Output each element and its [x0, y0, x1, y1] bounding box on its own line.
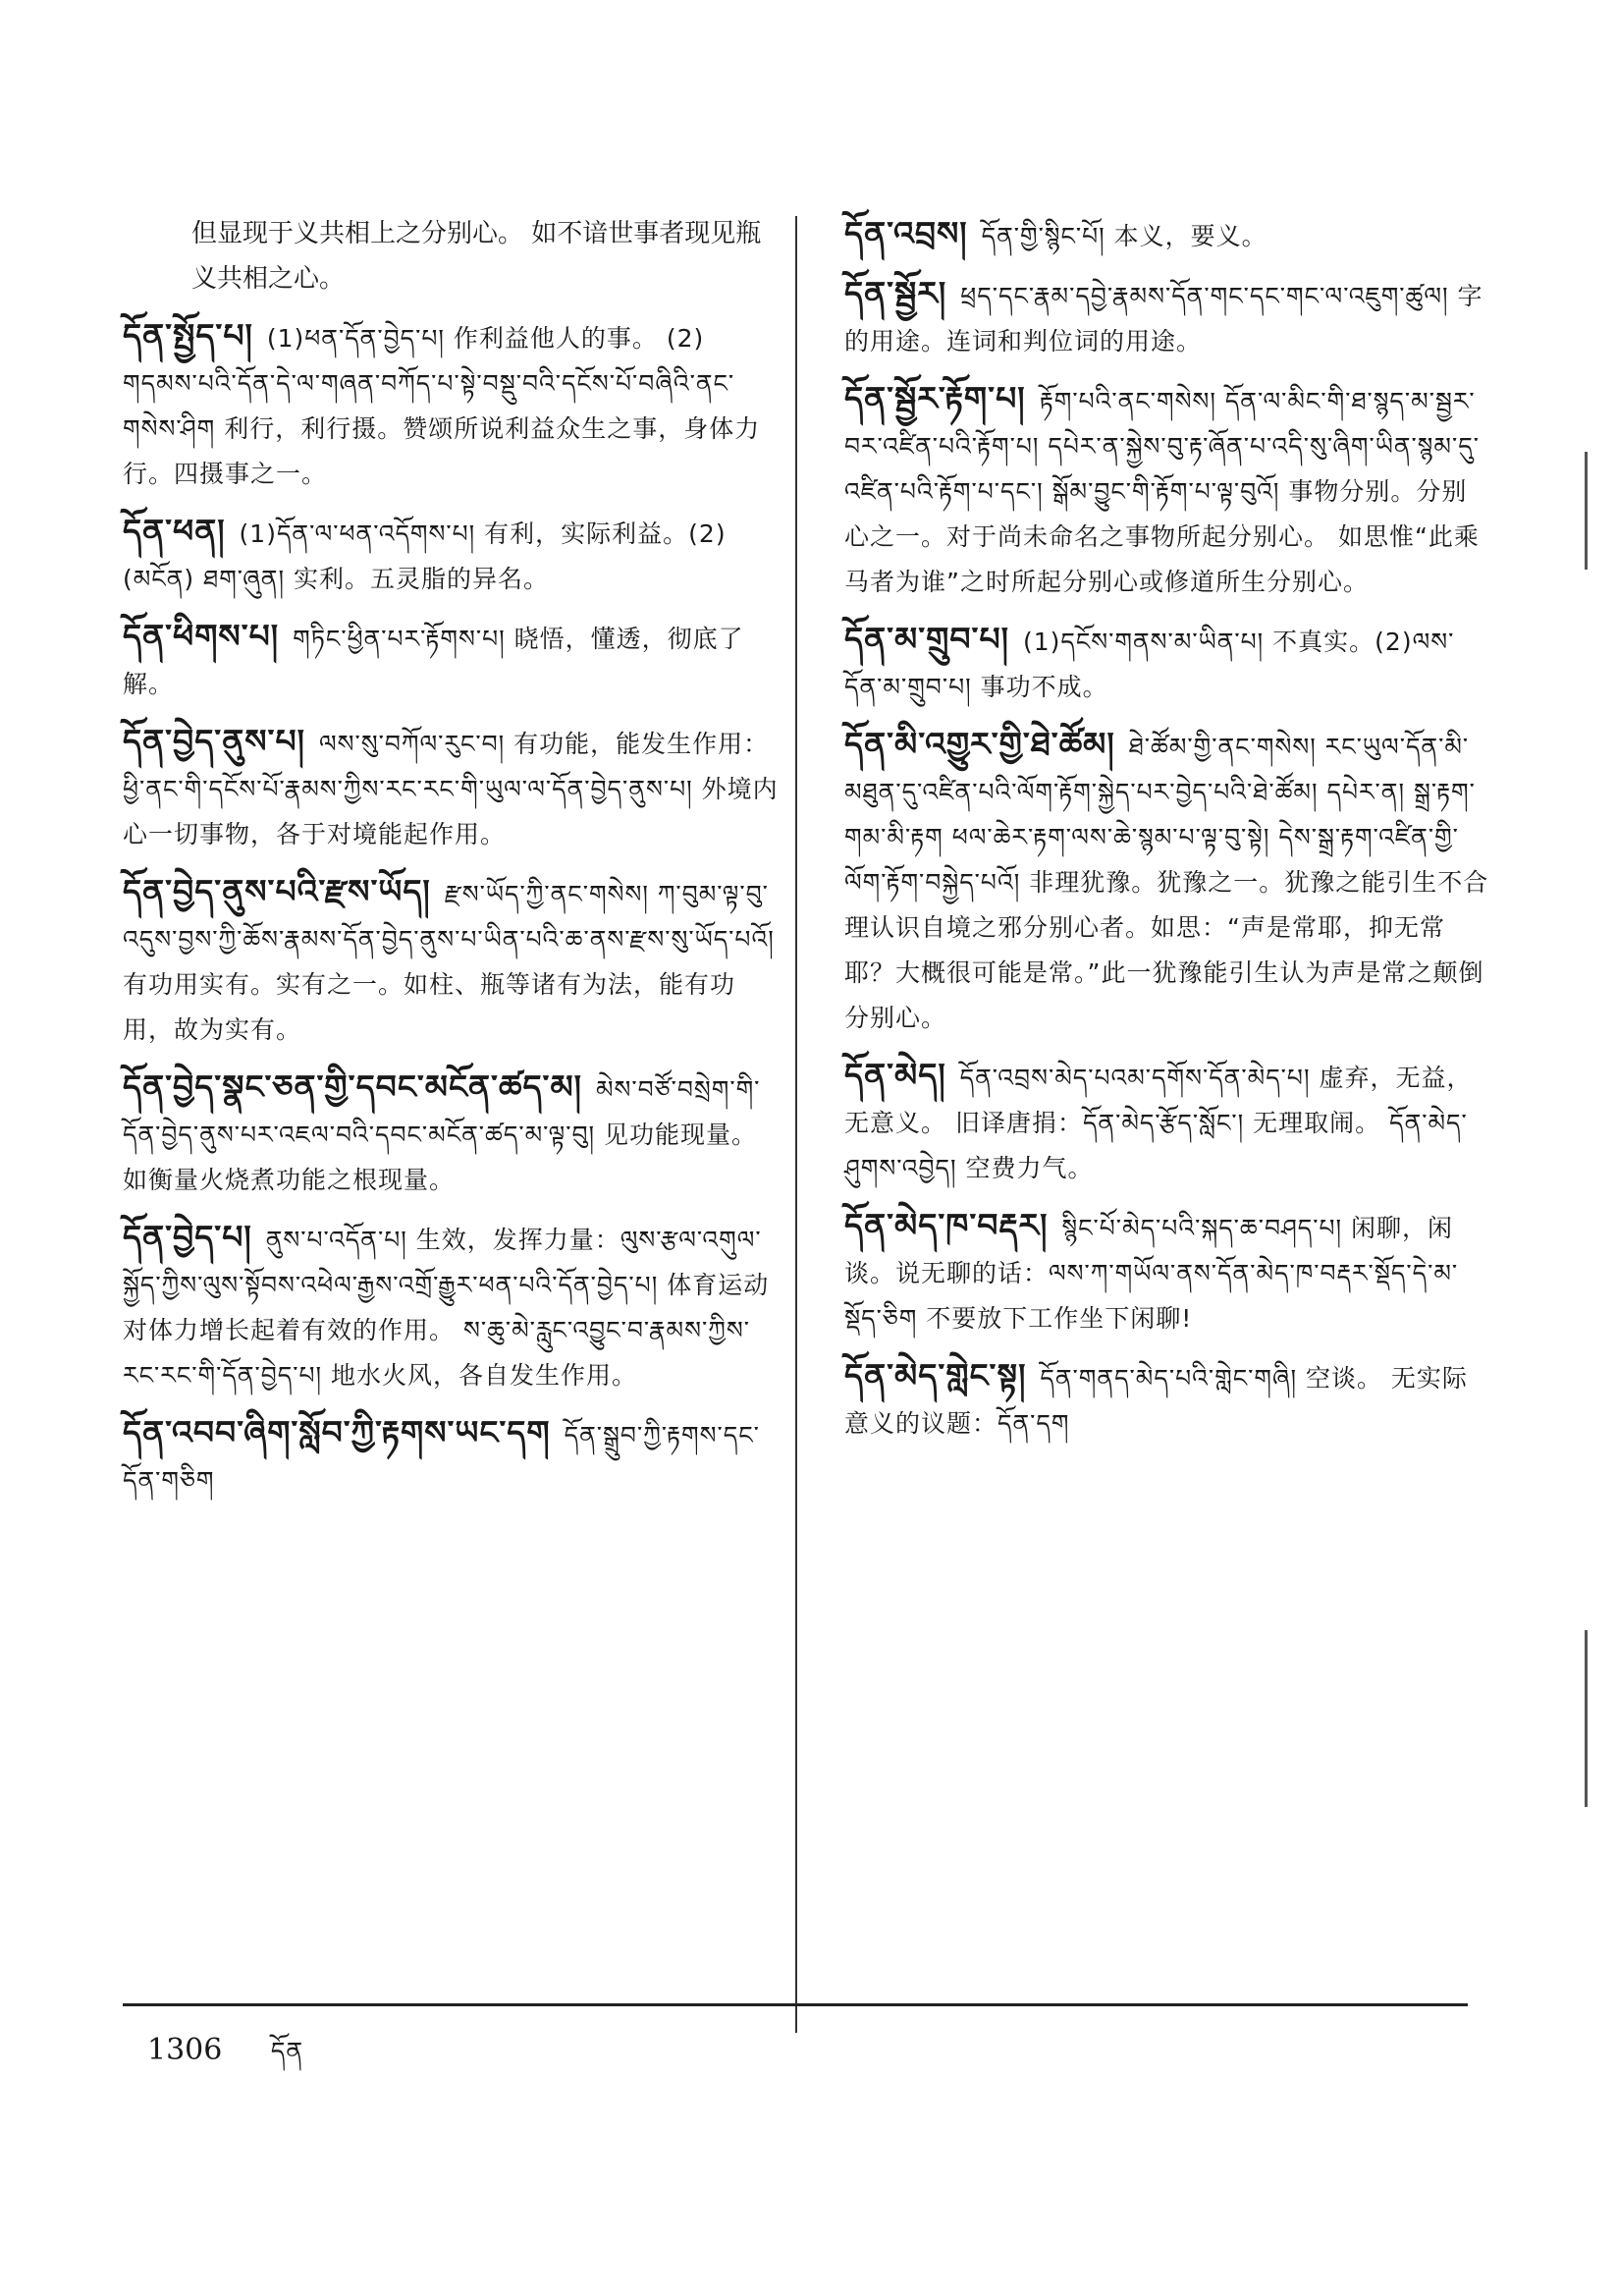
- definition: ཕྲད་དང་རྣམ་དབྱེ་རྣམས་དོན་གང་དང་གང་ལ་འཇུག་ཚུལ། 字的用途。连词和判位词的用途。: [844, 282, 1483, 355]
- definition: དོན་གནད་མེད་པའི་གླེང་གཞི། 空谈。 无实际意义的议题：དོན་དག: [844, 1364, 1468, 1438]
- definition: དོན་གྱི་སྙིང་པོ། 本义，要义。: [981, 222, 1267, 250]
- headword: དོན་མི་འགྱུར་གྱི་ཐེ་ཚོམ།: [844, 725, 1115, 763]
- dictionary-entry: [844, 617, 1492, 710]
- dictionary-entry: [123, 509, 782, 602]
- dictionary-entry: [844, 376, 1492, 605]
- definition: དོན་སྒྲུབ་ཀྱི་རྟགས་དང་དོན་གཅིག: [123, 1421, 760, 1495]
- definition: (1)ཕན་དོན་བྱེད་པ། 作利益他人的事。 (2) གདམས་པའི་དོན་དེ་ལ་གཞན་བཀོད་པ་སྟེ་བསྡུ་བའི་དངོས་པོ་བཞིའི་ནང་གསེས་ཤིག 利行，利行摄。赞颂所说利益众生之事，身体力行。四摄事之一。: [123, 324, 761, 488]
- headword: དོན་འབབ་ཞིག་སློབ་ཀྱི་རྟགས་ཡང་དག: [123, 1413, 551, 1451]
- headword: དོན་བྱེད་ནུས་པ།: [123, 722, 305, 760]
- page-footer: [147, 2023, 303, 2093]
- dictionary-entry: [123, 614, 782, 707]
- definition: ཐེ་ཚོམ་གྱི་ནང་གསེས། རང་ཡུལ་དོན་མི་མཐུན་དུ་འཛིན་པའི་ལོག་རྟོག་སྐྱེད་པར་བྱེད་པའི་ཐེ་ཚོམ། དཔེར་ན། སྒྲ་རྟག་གམ་མི་རྟག ཕལ་ཆེར་རྟག་ལས་ཆེ་སྙམ་པ་ལྟ་བུ་སྟེ། དེས་སྒྲ་རྟག་འཛིན་གྱི་ལོག་རྟོག་བསྐྱེད་པའོ། 非理犹豫。犹豫之一。犹豫之能引生不合理认识自境之邪分别心者。如思：“声是常耶，抑无常耶？大概很可能是常。”此一犹豫能引生认为声是常之颠倒分别心。: [844, 733, 1489, 1032]
- column-divider: [795, 216, 797, 2033]
- dictionary-entry: [844, 271, 1492, 364]
- headword: དོན་སྦྱོར་རྟོག་པ།: [844, 379, 1026, 417]
- edge-mark: [1585, 452, 1588, 570]
- definition: རྫས་ཡོད་ཀྱི་ནང་གསེས། ཀ་བུམ་ལྟ་བུ་འདུས་བྱས་ཀྱི་ཆོས་རྣམས་དོན་བྱེད་ནུས་པ་ཡིན་པའི་ཆ་ནས་རྫས་སུ་ཡོད་པའོ། 有功用实有。实有之一。如柱、瓶等诸有为法，能有功用，故为实有。: [123, 880, 775, 1044]
- dictionary-entry: [123, 1215, 782, 1398]
- dictionary-entry: [123, 1410, 782, 1503]
- dictionary-entry: [844, 1353, 1492, 1447]
- headword: དོན་འབྲས།: [844, 214, 968, 252]
- headword: དོན་མ་གྲུབ་པ།: [844, 620, 1009, 658]
- definition: གཏིང་ཕྱིན་པར་རྟོགས་པ། 晓悟，懂透，彻底了解。: [123, 625, 744, 698]
- headword: དོན་མེད།: [844, 1056, 946, 1094]
- headword: དོན་ཕན།: [123, 512, 226, 550]
- page-number: 1306: [147, 2033, 223, 2067]
- dictionary-entry: [844, 1203, 1492, 1341]
- left-column: [123, 211, 782, 1515]
- definition: ལས་སུ་བཀོལ་རུང་བ། 有功能，能发生作用：ཕྱི་ནང་གི་དངོས་པོ་རྣམས་ཀྱིས་རང་རང་གི་ཡུལ་ལ་དོན་བྱེད་ནུས་པ། 外境内心一切事物，各于对境能起作用。: [123, 730, 779, 848]
- dictionary-entry: [844, 722, 1492, 1041]
- definition: སྙིང་པོ་མེད་པའི་སྐད་ཆ་བཤད་པ། 闲聊，闲谈。说无聊的话：ལས་ཀ་གཡོལ་ནས་དོན་མེད་ཁ་བརྡར་སྡོད་དེ་མ་སྡོད་ཅིག 不要放下工作坐下闲聊!: [844, 1214, 1459, 1333]
- dictionary-entry: [123, 313, 782, 497]
- headword: དོན་མེད་ཁ་བརྡར།: [844, 1206, 1049, 1244]
- definition: རྟོག་པའི་ནང་གསེས། དོན་ལ་མིང་གི་ཐ་སྙད་མ་སྦྱར་བར་འཛིན་པའི་རྟོག་པ། དཔེར་ན་སྐྱེས་བུ་རྟ་ཞོན་པ་འདི་སུ་ཞིག་ཡིན་སྙམ་དུ་འཛིན་པའི་རྟོག་པ་དང་། སྒོམ་བྱུང་གི་རྟོག་པ་ལྟ་བུའོ། 事物分别。分别心之一。对于尚未命名之事物所起分别心。 如思惟“此乘马者为谁”之时所起分别心或修道所生分别心。: [844, 387, 1480, 596]
- definition: (1)དངོས་གནས་མ་ཡིན་པ། 不真实。(2)ལས་དོན་མ་གྲུབ་པ། 事功不成。: [844, 628, 1455, 701]
- footer-rule: [123, 2003, 1468, 2006]
- edge-mark: [1585, 1630, 1588, 1807]
- headword: དོན་བྱེད་སྣང་ཅན་གྱི་དབང་མངོན་ཚད་མ།: [123, 1067, 582, 1106]
- headword: དོན་བྱེད་ནུས་པའི་རྫས་ཡོད།: [123, 872, 431, 910]
- definition: མེས་བཙོ་བསྲེག་གི་དོན་བྱེད་ནུས་པར་འཇལ་བའི་དབང་མངོན་ཚད་མ་ལྟ་བུ། 见功能现量。如衡量火烧煮功能之根现量。: [123, 1075, 761, 1194]
- headword: དོན་བྱེད་པ།: [123, 1218, 252, 1256]
- dictionary-entry: [844, 211, 1492, 259]
- definition: ནུས་པ་འདོན་པ། 生效，发挥力量：ལུས་རྩལ་འགུལ་སྐྱོད་ཀྱིས་ལུས་སྟོབས་འཕེལ་རྒྱས་འགྲོ་རྒྱུར་ཕན་པའི་དོན་བྱེད་པ། 体育运动对体力增长起着有效的作用。 ས་ཆུ་མེ་རླུང་འབྱུང་བ་རྣམས་ཀྱིས་རང་རང་གི་དོན་བྱེད་པ། 地水火风，各自发生作用。: [123, 1226, 770, 1390]
- definition: དོན་འབྲས་མེད་པའམ་དགོས་དོན་མེད་པ། 虚弃，无益，无意义。 旧译唐捐：དོན་མེད་རྩོད་སློང་། 无理取闹。 དོན་མེད་ཤུགས་འབྱེད། 空费力气。: [844, 1064, 1473, 1182]
- headword: དོན་མེད་གླེང་སྟ།: [844, 1356, 1027, 1394]
- headword: དོན་ཕིགས་པ།: [123, 617, 280, 655]
- entry-continuation: 但显现于义共相上之分别心。 如不谙世事者现见瓶义共相之心。: [191, 219, 762, 294]
- right-column: [844, 211, 1492, 1458]
- dictionary-entry: [123, 869, 782, 1053]
- dictionary-entry: [844, 1053, 1492, 1191]
- dictionary-entry: [123, 719, 782, 857]
- definition: (1)དོན་ལ་ཕན་འདོགས་པ། 有利，实际利益。(2)(མངོན) ཐག་ཞུན། 实利。五灵脂的异名。: [123, 519, 727, 593]
- headword: དོན་སྤྱོད་པ།: [123, 316, 253, 355]
- section-letter: དོན: [270, 2037, 304, 2065]
- dictionary-entry: [123, 1065, 782, 1203]
- headword: དོན་སྦྱོར།: [844, 274, 947, 312]
